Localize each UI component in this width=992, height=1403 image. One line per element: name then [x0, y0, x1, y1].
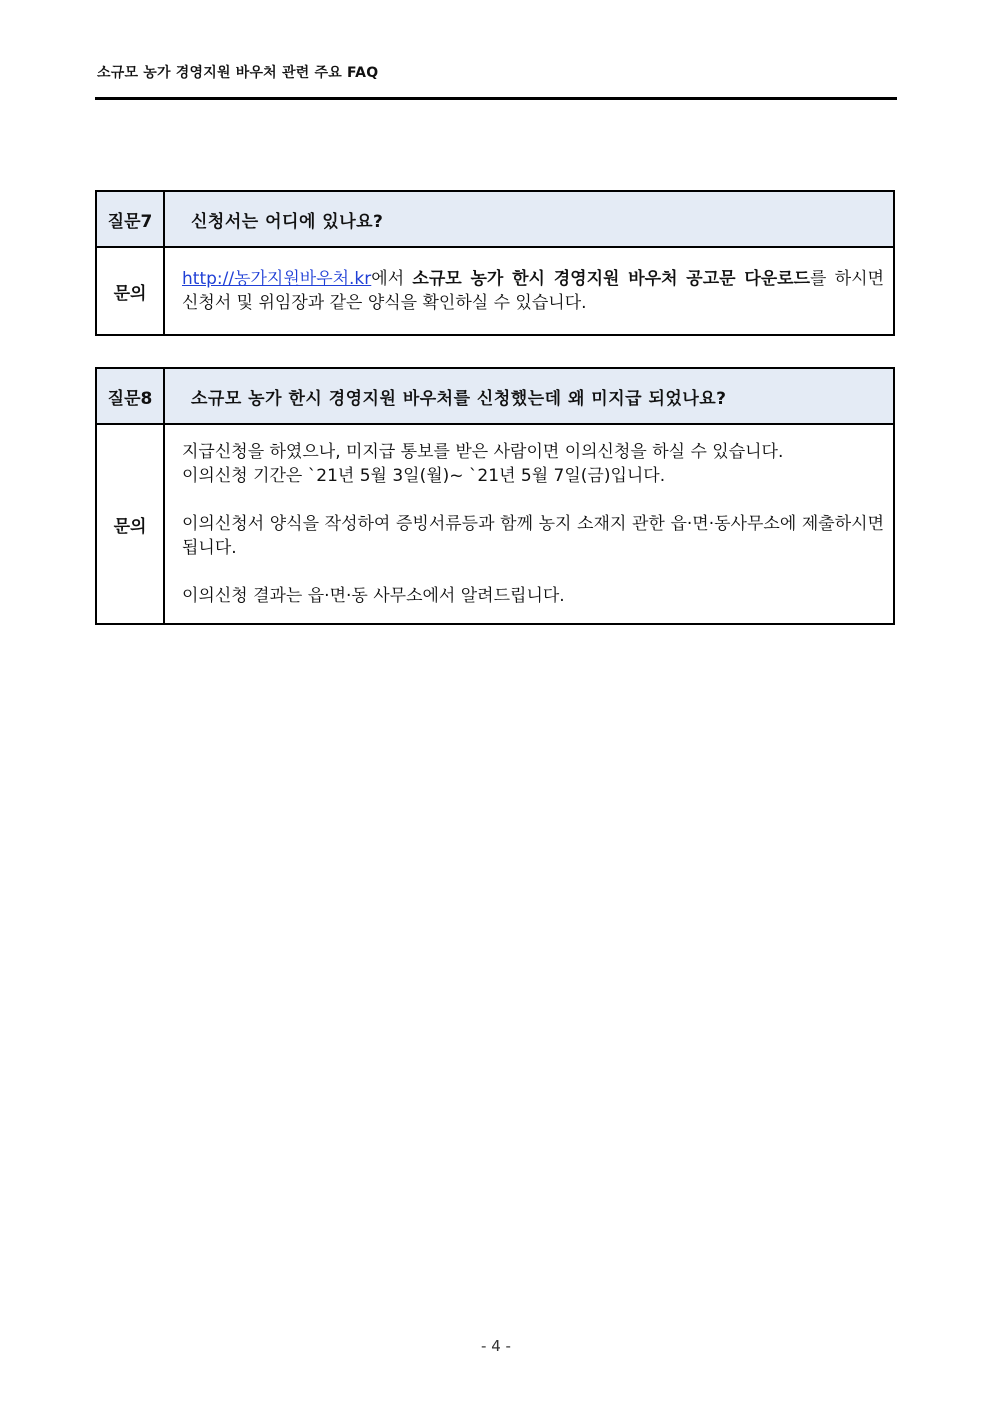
- question-text: 신청서는 어디에 있나요?: [164, 191, 894, 247]
- question-label: 질문8: [96, 368, 164, 424]
- question-text: 소규모 농가 한시 경영지원 바우처를 신청했는데 왜 미지급 되었나요?: [164, 368, 894, 424]
- document-header-title: 소규모 농가 경영지원 바우처 관련 주요 FAQ: [97, 65, 379, 81]
- faq-table-q8: [95, 367, 895, 625]
- answer-row: [96, 247, 894, 335]
- voucher-site-link[interactable]: http://농가지원바우처.kr: [182, 269, 372, 289]
- answer-bold-text: 소규모 농가 한시 경영지원 바우처 공고문 다운로드: [412, 269, 811, 289]
- answer-label: 문의: [96, 247, 164, 335]
- answer-line: 이의신청서 양식을 작성하여 증빙서류등과 함께 농지 소재지 관한 읍·면·동사무소에 제출하시면 됩니다.: [182, 514, 884, 558]
- answer-text: [164, 424, 894, 624]
- answer-text-part: 를 하시면 신청서 및 위임장과 같은 양식을 확인하실 수 있습니다.: [182, 269, 884, 313]
- answer-row: [96, 424, 894, 624]
- answer-line: 지급신청을 하였으나, 미지급 통보를 받은 사람이면 이의신청을 하실 수 있습니다.: [182, 442, 784, 462]
- faq-table-q7: [95, 190, 895, 336]
- answer-text-part: 에서: [371, 269, 413, 289]
- question-row: [96, 191, 894, 247]
- header-divider: [95, 97, 897, 100]
- answer-line: 이의신청 기간은 `21년 5월 3일(월)~ `21년 5월 7일(금)입니다.: [182, 466, 666, 486]
- question-label: 질문7: [96, 191, 164, 247]
- answer-text: [164, 247, 894, 335]
- answer-label: 문의: [96, 424, 164, 624]
- page-number: - 4 -: [481, 1337, 511, 1355]
- question-row: [96, 368, 894, 424]
- answer-line: 이의신청 결과는 읍·면·동 사무소에서 알려드립니다.: [182, 586, 565, 606]
